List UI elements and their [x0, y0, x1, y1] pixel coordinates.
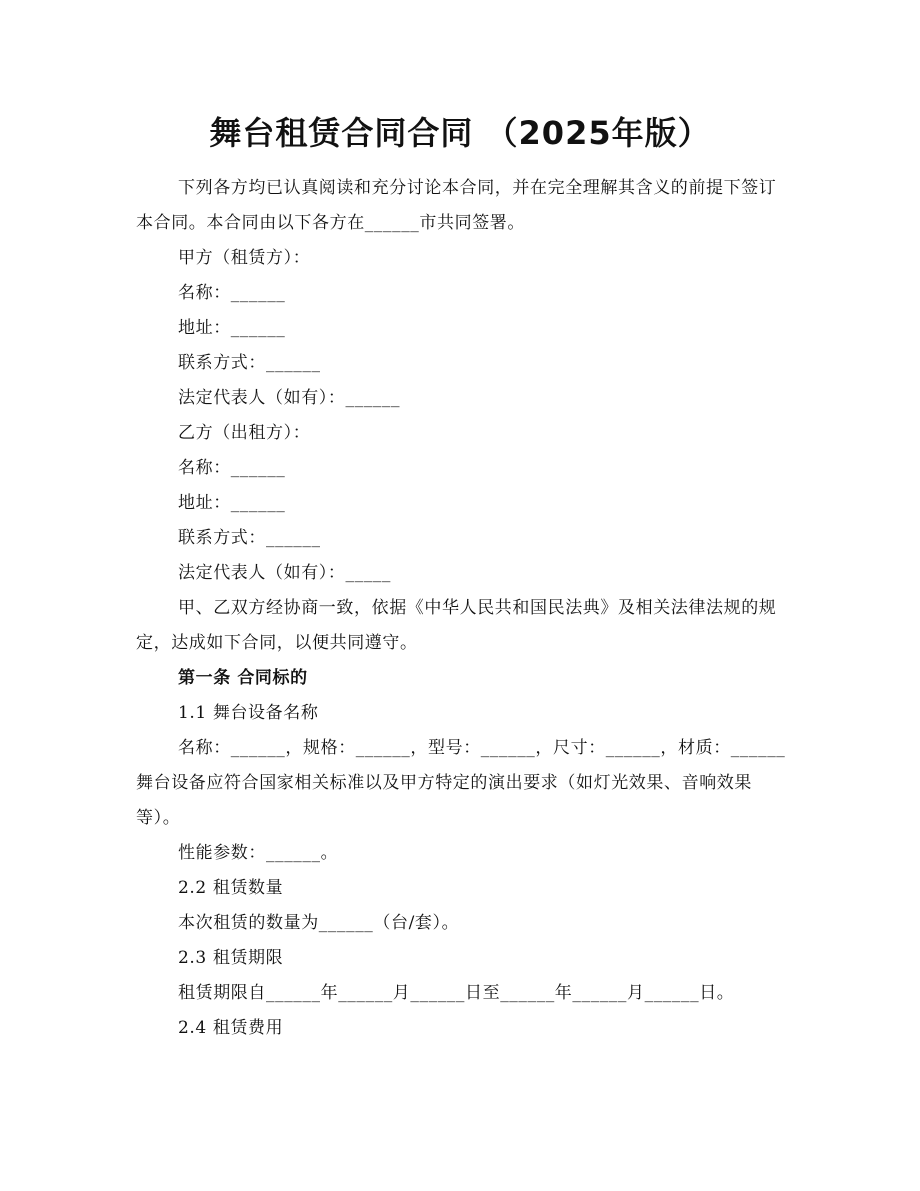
section-1-1-heading: 1.1 舞台设备名称	[178, 703, 319, 723]
section-2-4-heading: 2.4 租赁费用	[178, 1018, 284, 1038]
section-2-3-heading: 2.3 租赁期限	[178, 948, 284, 968]
party-a-address: 地址：______	[178, 318, 286, 338]
party-a-contact: 联系方式：______	[178, 353, 321, 373]
document-title: 舞台租赁合同合同 （2025年版）	[209, 114, 711, 152]
article-1-heading: 第一条 合同标的	[178, 668, 308, 688]
party-a-heading: 甲方（租赁方）：	[178, 248, 311, 268]
party-b-contact: 联系方式：______	[178, 528, 321, 548]
party-b-legal-rep: 法定代表人（如有）：_____	[178, 563, 391, 583]
party-b-address: 地址：______	[178, 493, 286, 513]
document-body	[136, 171, 788, 1046]
preamble-paragraph: 下列各方均已认真阅读和充分讨论本合同，并在完全理解其含义的前提下签订本合同。本合同由以下各方在______市共同签署。	[136, 178, 777, 233]
party-a-name: 名称：______	[178, 283, 286, 303]
party-b-heading: 乙方（出租方）：	[178, 423, 311, 443]
section-2-2-heading: 2.2 租赁数量	[178, 878, 284, 898]
rental-quantity-paragraph: 本次租赁的数量为______（台/套）。	[178, 913, 460, 933]
party-b-name: 名称：______	[178, 458, 286, 478]
party-a-legal-rep: 法定代表人（如有）：______	[178, 388, 401, 408]
performance-params: 性能参数：______。	[178, 843, 339, 863]
agreement-paragraph: 甲、乙双方经协商一致，依据《中华人民共和国民法典》及相关法律法规的规定，达成如下合同，以便共同遵守。	[136, 598, 777, 653]
rental-period-paragraph: 租赁期限自______年______月______日至______年______月______日。	[178, 983, 735, 1003]
equipment-spec-paragraph: 名称：______，规格：______，型号：______，尺寸：______，材质：______舞台设备应符合国家相关标准以及甲方特定的演出要求（如灯光效果、音响效果等）。	[136, 738, 786, 828]
